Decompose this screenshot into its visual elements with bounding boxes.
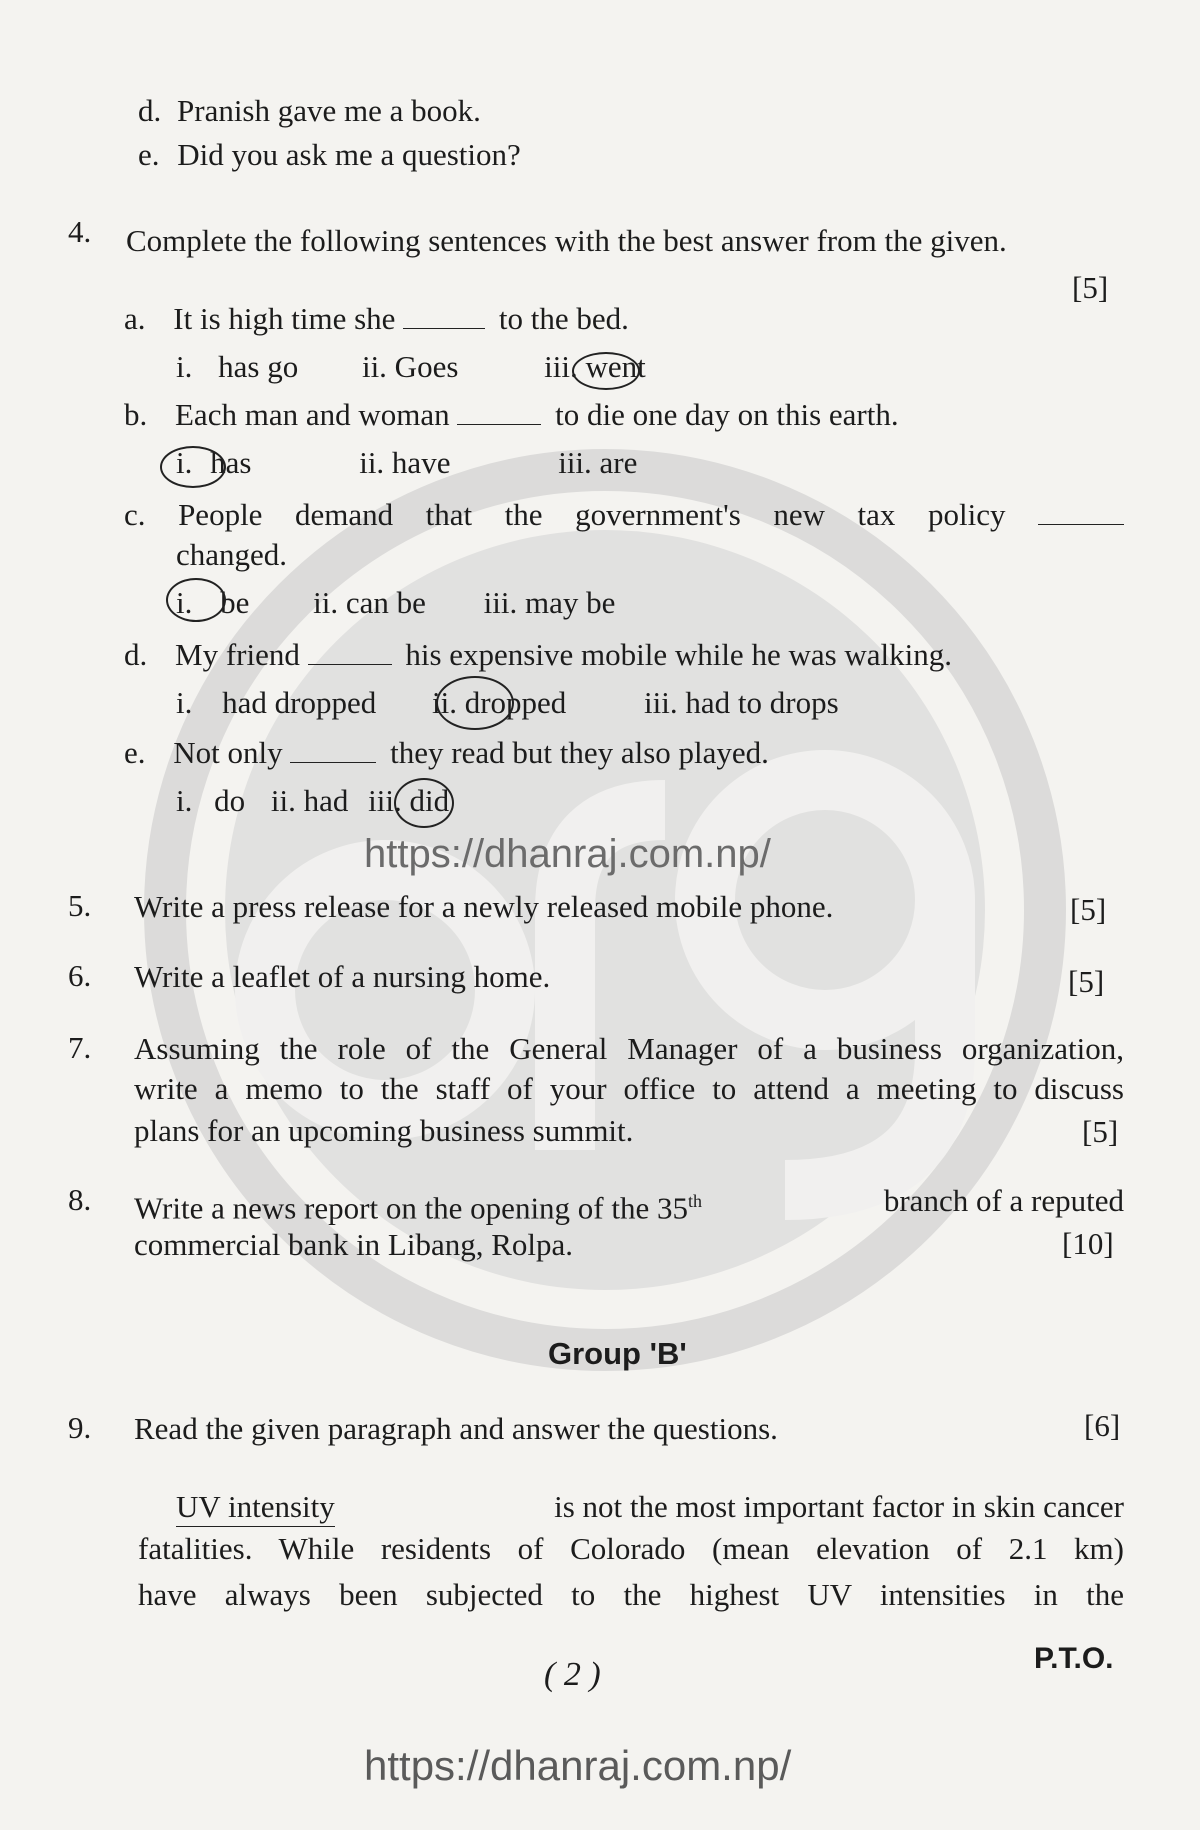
- question-8-line2: commercial bank in Libang, Rolpa.: [134, 1227, 574, 1262]
- answer-blank: [457, 398, 541, 425]
- question-8-line1-start: Write a news report on the opening of the 35th: [134, 1190, 703, 1226]
- question-4-prompt: Complete the following sentences with the best answer from the given.: [126, 223, 1007, 258]
- question-7-marks: [5]: [1082, 1114, 1119, 1149]
- answer-blank: [308, 638, 392, 665]
- group-b-heading: Group 'B': [548, 1336, 687, 1371]
- answer-blank: [1038, 498, 1124, 525]
- question-8-line1: Write a news report on the opening of the 35th branch of a reputed: [134, 1183, 1124, 1226]
- prev-item-d: d. Pranish gave me a book.: [138, 93, 481, 128]
- question-7-line3: plans for an upcoming business summit.: [134, 1113, 634, 1148]
- question-number: 5.: [68, 888, 92, 923]
- question-9-marks: [6]: [1084, 1408, 1121, 1443]
- pto-label: P.T.O.: [1034, 1642, 1114, 1675]
- question-8-marks: [10]: [1062, 1226, 1114, 1261]
- answer-circle-mark: [160, 446, 226, 488]
- question-5-marks: [5]: [1070, 892, 1107, 927]
- q4-item-b: b. Each man and woman to die one day on this earth.: [124, 397, 899, 432]
- question-number: 6.: [68, 958, 92, 993]
- q9-paragraph-line2: fatalities. While residents of Colorado (mean elevation of 2.1 km): [138, 1531, 1124, 1566]
- question-6-text: Write a leaflet of a nursing home.: [134, 959, 551, 994]
- question-number: 4.: [68, 214, 92, 249]
- question-number: 7.: [68, 1030, 92, 1065]
- q4-item-c: c. People demand that the government's new tax policy: [124, 496, 1124, 534]
- question-7-line1: Assuming the role of the General Manager of a business organization,: [134, 1031, 1124, 1066]
- question-5-text: Write a press release for a newly released mobile phone.: [134, 889, 834, 924]
- answer-blank: [290, 736, 376, 763]
- underlined-phrase: UV intensity: [176, 1488, 335, 1527]
- q4-item-a: a. It is high time she to the bed.: [124, 301, 629, 336]
- q4-item-e: e. Not only they read but they also played.: [124, 735, 769, 770]
- q4-options-c: i. be ii. can be iii. may be: [176, 585, 616, 620]
- answer-blank: [403, 302, 485, 329]
- q4-options-a: i. has go ii. Goes iii. went: [176, 349, 646, 384]
- question-9-prompt: Read the given paragraph and answer the questions.: [134, 1411, 778, 1446]
- q4-item-d: d. My friend his expensive mobile while he was walking.: [124, 637, 953, 672]
- watermark-url-bottom: https://dhanraj.com.np/: [364, 1742, 792, 1789]
- q4-item-c-line2: changed.: [176, 537, 288, 572]
- question-6-marks: [5]: [1068, 964, 1105, 999]
- q4-options-d: i. had dropped ii. dropped iii. had to drops: [176, 685, 839, 720]
- q4-options-b: i. has ii. have iii. are: [176, 445, 638, 480]
- watermark-url: https://dhanraj.com.np/: [364, 832, 771, 876]
- q9-paragraph-line1: UV intensity is not the most important factor in skin cancer: [134, 1488, 1124, 1527]
- page-number: ( 2 ): [544, 1656, 601, 1693]
- question-7-line2: write a memo to the staff of your office to attend a meeting to discuss: [134, 1071, 1124, 1106]
- answer-circle-mark: [572, 352, 640, 390]
- answer-circle-mark: [394, 778, 454, 828]
- q4-options-e: i. do ii. had iii. did: [176, 783, 450, 818]
- question-number: 8.: [68, 1182, 92, 1217]
- question-4-marks: [5]: [1072, 270, 1109, 305]
- answer-circle-mark: [166, 578, 226, 622]
- answer-circle-mark: [436, 676, 514, 730]
- prev-item-e: e. Did you ask me a question?: [138, 137, 521, 172]
- q9-paragraph-line3: have always been subjected to the highest UV intensities in the: [138, 1577, 1124, 1612]
- question-number: 9.: [68, 1410, 92, 1445]
